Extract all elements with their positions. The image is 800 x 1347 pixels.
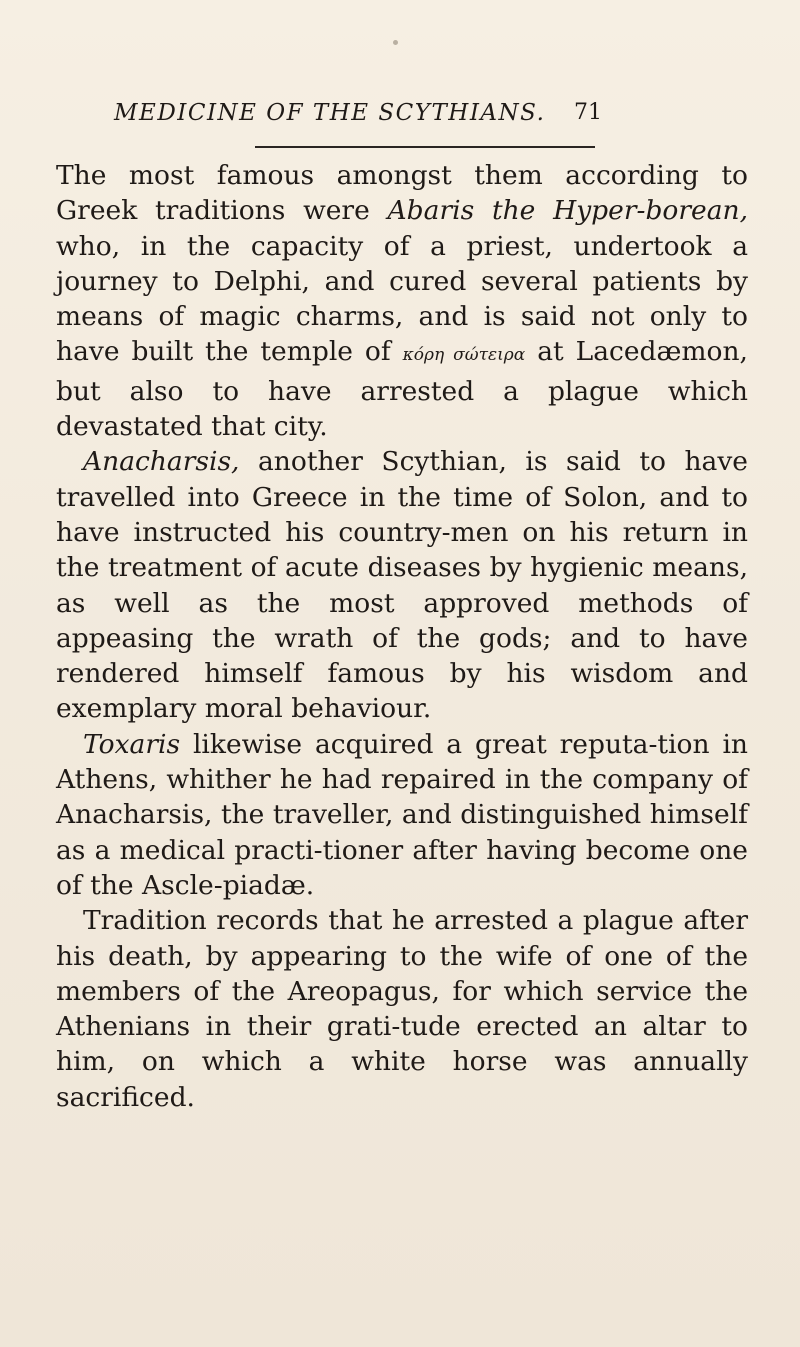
paragraph-anacharsis xyxy=(56,444,748,726)
running-head: MEDICINE OF THE SCYTHIANS. xyxy=(114,100,546,126)
page-header xyxy=(0,100,800,140)
paragraph-text: another Scythian, is said to have travelled into Greece in the time of Solon, and to have instructed his country-men on his return in the treatment of acute diseases by hygienic means, as well as the most approved methods of appeasing the wrath of the gods; and to have rendered himself famous by his wisdom and exemplary moral behaviour. xyxy=(56,446,748,725)
greek-phrase: κόρη σώτειρα xyxy=(402,345,526,366)
paragraph-toxaris xyxy=(56,727,748,903)
paragraph-text: Tradition records that he arrested a plague after his death, by appearing to the wife of one of the members of the Areopagus, for which service the Athenians in their grati-tude erected an altar to him, on which a white horse was annually sacrificed. xyxy=(56,905,748,1113)
header-rule xyxy=(255,146,595,148)
page-number: 71 xyxy=(574,100,602,125)
person-name: Abaris the Hyper-borean, xyxy=(387,195,749,227)
paragraph-text: who, in the capacity of a priest, undertook a journey to Delphi, and cured several patients by means of magic charms, and is said not only to have built the temple of xyxy=(56,230,748,368)
paragraph-tradition xyxy=(56,903,748,1115)
person-name: Toxaris xyxy=(83,728,181,760)
paper-speck xyxy=(393,40,398,45)
paragraph-text: at Lacedæmon, but also to have arrested a plague which devastated that city. xyxy=(56,336,748,443)
paragraph-text: likewise acquired a great reputa-tion in Athens, whither he had repaired in the company of Anacharsis, the traveller, and distinguished himself as a medical practi-tioner after having become one of the Ascle-piadæ. xyxy=(56,728,748,901)
person-name: Anacharsis, xyxy=(83,446,240,478)
paragraph-abaris xyxy=(56,158,748,444)
paragraph-text: The most famous amongst them according to Greek traditions were xyxy=(56,160,748,227)
body-text xyxy=(56,158,748,1115)
